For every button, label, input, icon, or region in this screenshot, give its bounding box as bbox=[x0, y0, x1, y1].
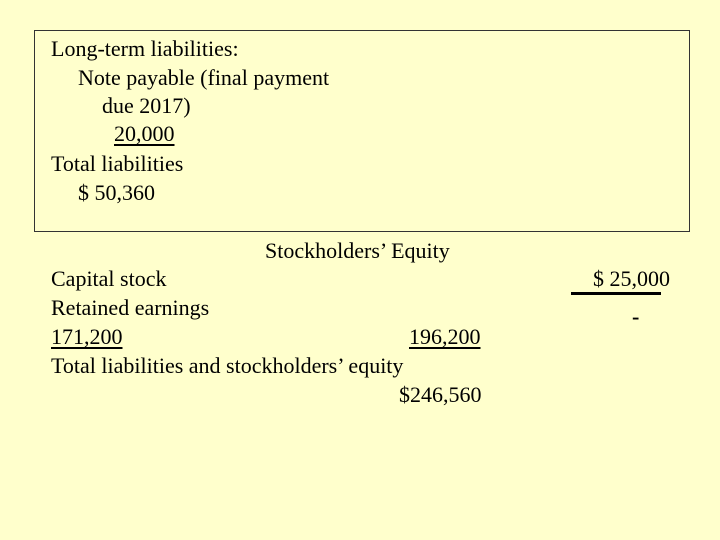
retained-earnings-amount: 171,200 bbox=[51, 324, 123, 349]
capital-stock-underline bbox=[571, 292, 661, 295]
note-payable-label-line2: due 2017) bbox=[102, 93, 191, 118]
note-payable-amount: 20,000 bbox=[114, 121, 175, 146]
capital-stock-label: Capital stock bbox=[51, 266, 167, 291]
total-liabilities-equity-label: Total liabilities and stockholders’ equity bbox=[51, 353, 404, 378]
total-liabilities-amount: $ 50,360 bbox=[78, 180, 155, 205]
stockholders-equity-heading: Stockholders’ Equity bbox=[265, 238, 450, 263]
total-liabilities-label: Total liabilities bbox=[51, 151, 184, 176]
retained-earnings-label: Retained earnings bbox=[51, 295, 210, 320]
capital-stock-dash: - bbox=[632, 304, 640, 329]
capital-stock-amount: $ 25,000 bbox=[593, 266, 670, 291]
long-term-liabilities-heading: Long-term liabilities: bbox=[51, 36, 239, 61]
note-payable-label-line1: Note payable (final payment bbox=[78, 65, 330, 90]
equity-subtotal-amount: 196,200 bbox=[409, 324, 481, 349]
total-liabilities-equity-amount: $246,560 bbox=[399, 382, 482, 407]
